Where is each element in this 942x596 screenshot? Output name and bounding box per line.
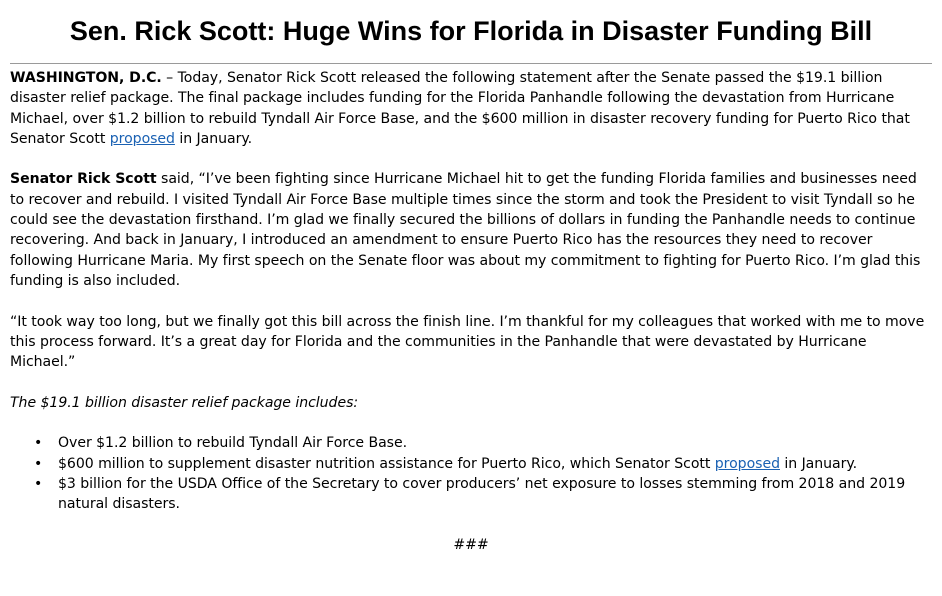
- list-item-text: $3 billion for the USDA Office of the Secretary to cover producers’ net exposure to losses stemming from 2018 and 2019 natural disasters.: [58, 475, 906, 513]
- bullet-icon: •: [34, 475, 43, 492]
- proposed-link-2[interactable]: proposed: [714, 455, 780, 472]
- proposed-link[interactable]: proposed: [109, 130, 175, 147]
- package-heading: The $19.1 billion disaster relief package includes:: [10, 394, 359, 411]
- list-item-text: $600 million to supplement disaster nutrition assistance for Puerto Rico, which Senator Scott: [58, 455, 715, 472]
- speaker-name: Senator Rick Scott: [10, 171, 157, 188]
- list-item: [34, 454, 932, 474]
- end-mark: ###: [453, 536, 489, 553]
- list-item: [34, 474, 932, 515]
- intro-text: – Today, Senator Rick Scott released the following statement after the Senate passed the $19.1 billion disaster relief package. The final package includes funding for the Florida Panhandle following the devastation from Hurricane Michael, over $1.2 billion to rebuild Tyndall Air Force Base, and the $600 million in disaster recovery funding for Puerto Rico that Senator Scott: [10, 70, 910, 147]
- package-list: [10, 433, 932, 514]
- list-item-text: Over $1.2 billion to rebuild Tyndall Air Force Base.: [58, 435, 408, 452]
- statement-paragraph: [10, 169, 932, 291]
- statement-text: said, “I’ve been fighting since Hurricane Michael hit to get the funding Florida families and businesses need to recover and rebuild. I visited Tyndall Air Force Base multiple times since the storm and took the President to visit Tyndall so he could see the devastation firsthand. I’m glad we finally secured the billions of dollars in funding the Panhandle needs to continue recovering. And back in January, I introduced an amendment to ensure Puerto Rico has the resources they need to recover following Hurricane Maria. My first speech on the Senate floor was about my commitment to fighting for Puerto Rico. I’m glad this funding is also included.: [10, 171, 921, 289]
- dateline: WASHINGTON, D.C.: [10, 70, 162, 86]
- page-title: Sen. Rick Scott: Huge Wins for Florida in Disaster Funding Bill: [69, 16, 873, 46]
- quote-paragraph: “It took way too long, but we finally got this bill across the finish line. I’m thankful for my colleagues that worked with me to move this process forward. It’s a great day for Florida and the communities in the Panhandle that were devastated by Hurricane Michael.”: [10, 313, 925, 371]
- bullet-icon: •: [34, 435, 43, 452]
- list-item-text-end: in January.: [779, 455, 858, 472]
- title-divider: [10, 63, 932, 64]
- list-item: [34, 433, 932, 453]
- intro-paragraph: [10, 68, 932, 149]
- intro-text-end: in January.: [174, 130, 253, 147]
- bullet-icon: •: [34, 455, 43, 472]
- article-body: [10, 68, 932, 555]
